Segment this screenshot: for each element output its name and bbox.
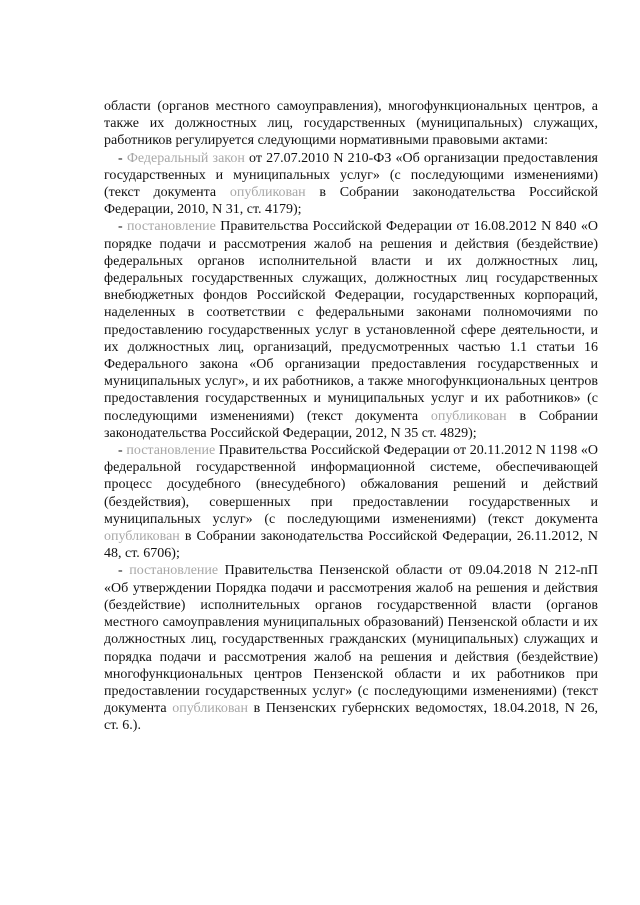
item-text-post: в Собрании законодательства Российской Федерации, 2010, N 31, ст. 4179); bbox=[104, 185, 598, 218]
item-text-post: в Собрании законодательства Российской Федерации, 2012, N 35 ст. 4829); bbox=[104, 408, 598, 441]
published-link[interactable]: опубликован bbox=[229, 185, 306, 201]
item-text-pre: Правительства Российской Федерации от 16.08.2012 N 840 «О порядке подачи и рассмотрения жалоб на решения и действия (бездействие) федеральных органов исполнительной власти и их должностных лиц, федеральных государственных служащих, должностных лиц государственных внебюджетных фондов Российской Федерации, государственных корпораций, наделенных в соответствии с федеральными законами полномочиями по предоставлению государственных услуг в установленной сфере деятельности, и их должностных лиц, организаций, предусмотренных частью 1.1 статьи 16 Федерального закона «Об организации предоставления государственных и муниципальных услуг», и их работников, а также многофункциональных центров предоставления государственных и муниципальных услуг и их работников» (с последующими изменениями) (текст документа bbox=[104, 219, 598, 424]
item-dash: - bbox=[118, 563, 123, 579]
list-item bbox=[104, 442, 598, 562]
item-dash: - bbox=[118, 443, 123, 459]
item-text-post: в Пензенских губернских ведомостях, 18.04.2018, N 26, ст. 6.). bbox=[104, 701, 598, 734]
item-dash: - bbox=[118, 219, 123, 235]
published-link[interactable]: опубликован bbox=[430, 408, 507, 424]
list-item bbox=[104, 150, 598, 219]
resolution-link[interactable]: постановление bbox=[129, 563, 219, 579]
intro-text: области (органов местного самоуправления), многофункциональных центров, а также их должностных лиц, государственных (муниципальных) служащих, работников регулируется следующими нормативными правовыми актами: bbox=[104, 99, 598, 149]
resolution-link[interactable]: постановление bbox=[126, 443, 216, 459]
item-text-post: в Собрании законодательства Российской Федерации, 26.11.2012, N 48, ст. 6706); bbox=[104, 529, 598, 562]
item-text-pre: Правительства Российской Федерации от 20.11.2012 N 1198 «О федеральной государственной информационной системе, обеспечивающей процесс досудебного (внесудебного) обжалования решений и действий (бездействия), совершенных при предоставлении государственных и муниципальных услуг» (с последующими изменениями) (текст документа bbox=[104, 443, 598, 527]
published-link[interactable]: опубликован bbox=[172, 701, 249, 717]
list-item bbox=[104, 218, 598, 442]
document-page bbox=[104, 98, 598, 735]
list-item bbox=[104, 562, 598, 734]
published-link[interactable]: опубликован bbox=[104, 529, 180, 545]
item-text-pre: Правительства Пензенской области от 09.04.2018 N 212-пП «Об утверждении Порядка подачи и рассмотрения жалоб на решения и действия (бездействие) исполнительных органов государственной власти (органов местного самоуправления муниципальных образований) Пензенской области и их должностных лиц, государственных гражданских (муниципальных) служащих и порядка подачи и рассмотрения жалоб на решения и действия (бездействие) многофункциональных центров Пензенской области и их работников при предоставлении государственных услуг» (с последующими изменениями) (текст документа bbox=[104, 563, 599, 717]
intro-paragraph bbox=[104, 98, 598, 150]
item-text-pre: от 27.07.2010 N 210-ФЗ «Об организации предоставления государственных и муниципальных услуг» (с последующими изменениями) (текст документа bbox=[104, 150, 599, 201]
item-dash: - bbox=[118, 150, 123, 166]
resolution-link[interactable]: постановление bbox=[127, 219, 216, 235]
federal-law-link[interactable]: Федеральный закон bbox=[126, 150, 245, 166]
